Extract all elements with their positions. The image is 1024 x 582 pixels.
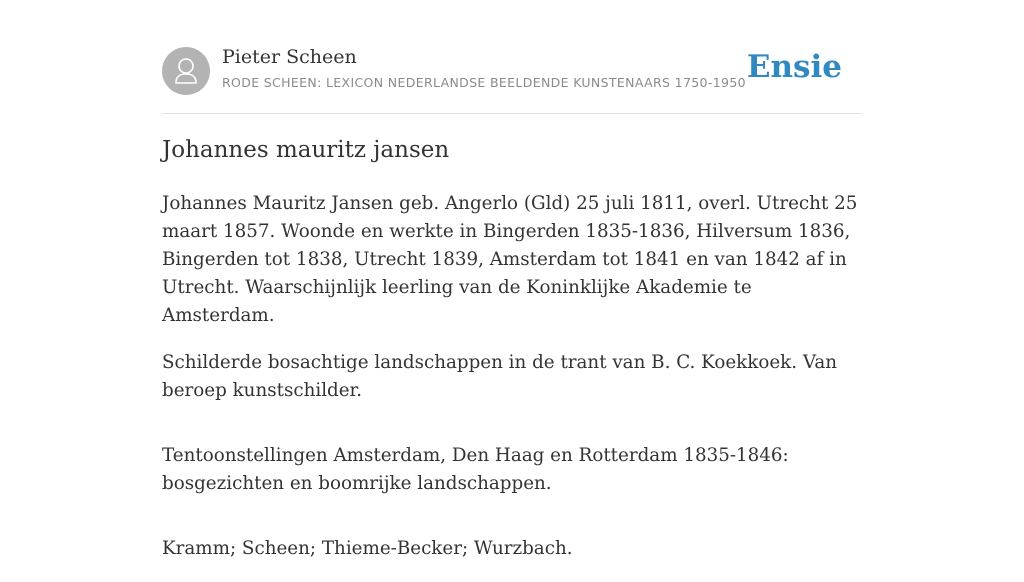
header-divider [162, 113, 862, 114]
author-name[interactable]: Pieter Scheen [222, 46, 357, 68]
article-body [162, 190, 862, 582]
avatar[interactable] [162, 47, 210, 95]
article-paragraph-references: Kramm; Scheen; Thieme-Becker; Wurzbach. [162, 538, 573, 559]
article-header [162, 46, 862, 96]
source-title[interactable]: RODE SCHEEN: LEXICON NEDERLANDSE BEELDENDE KUNSTENAARS 1750-1950 [222, 75, 746, 90]
ensie-logo[interactable]: Ensie [746, 49, 842, 85]
article-paragraph-work: Schilderde bosachtige landschappen in de trant van B. C. Koekkoek. Van beroep kunstschilder. [162, 352, 838, 401]
user-icon [162, 47, 210, 95]
article-paragraph-biography: Johannes Mauritz Jansen geb. Angerlo (Gld) 25 juli 1811, overl. Utrecht 25 maart 1857. Woonde en werkte in Bingerden 1835-1836, Hilversum 1836, Bingerden tot 1838, Utrecht 1839, Amsterdam tot 1841 en van 1842 af in Utrecht. Waarschijnlijk leerling van de Koninklijke Akademie te Amsterdam. [162, 193, 858, 326]
article-paragraph-exhibitions: Tentoonstellingen Amsterdam, Den Haag en Rotterdam 1835-1846: bosgezichten en boomrijke landschappen. [162, 445, 789, 494]
article-title: Johannes mauritz jansen [162, 137, 450, 163]
